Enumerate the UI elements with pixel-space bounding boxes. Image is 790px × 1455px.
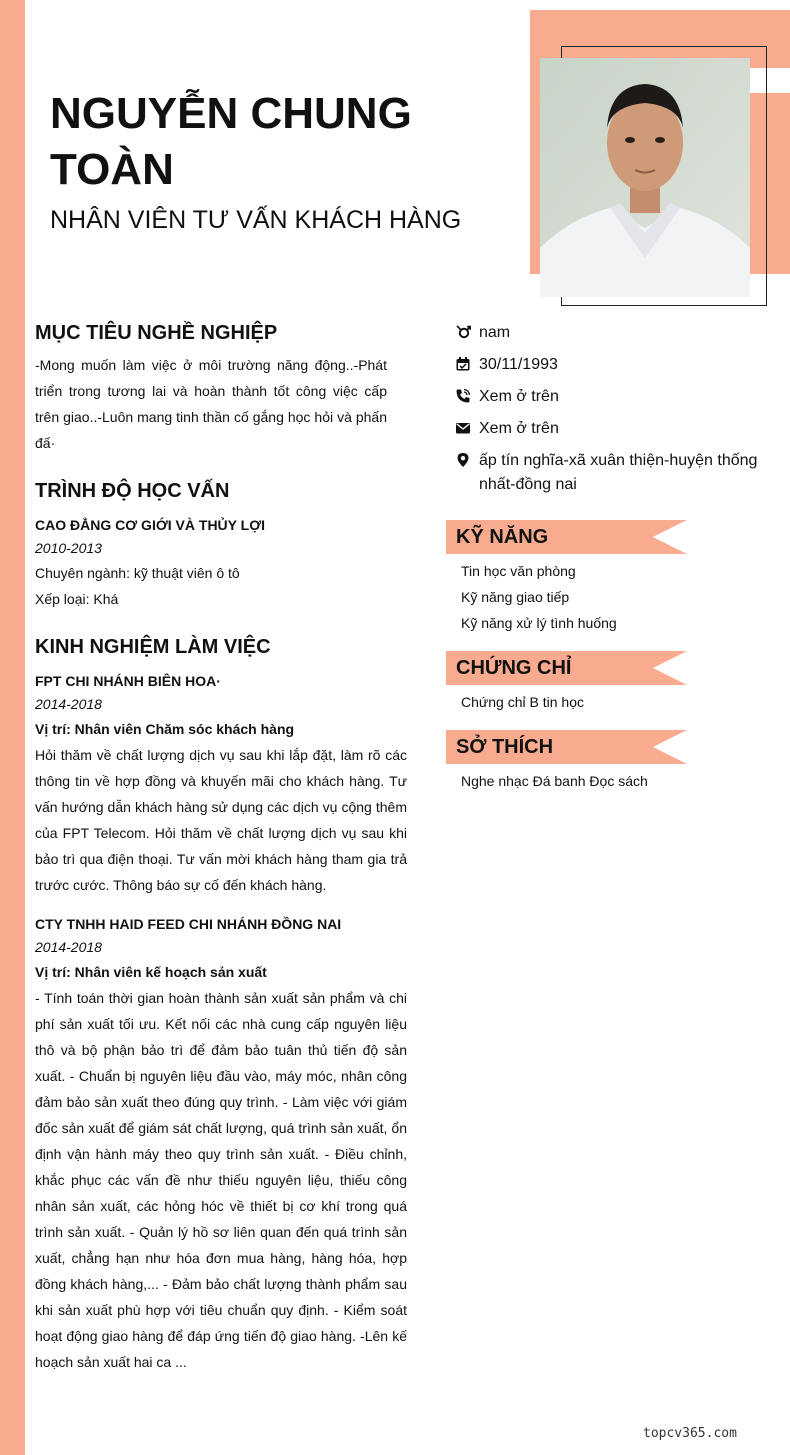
phone-value: Xem ở trên (479, 388, 559, 405)
objective-text: -Mong muốn làm việc ở môi trường năng động..-Phát triển trong tương lai và hoàn thành tốt công việc cấp trên giao..-Luôn mang tinh thần cố gắng học hỏi và phấn đấ· (35, 357, 387, 451)
skill-item: Kỹ năng xử lý tình huống (461, 615, 617, 631)
calendar-icon (455, 356, 471, 372)
education-grade: Xếp loại: Khá (35, 591, 119, 607)
education-years: 2010-2013 (35, 540, 102, 556)
candidate-name: NGUYỄN CHUNG TOÀN (50, 89, 412, 194)
certificates-ribbon (446, 651, 687, 685)
skills-ribbon (446, 520, 687, 554)
job-description: Hỏi thăm về chất lượng dịch vụ sau khi lắp đặt, làm rõ các thông tin về hợp đồng và khuyến mãi cho khách hàng. Tư vấn hướng dẫn khách hàng sử dụng các dịch vụ cộng thêm của FPT Telecom. Hỏi thăm về chất lượng dịch vụ sau khi bảo trì qua điện thoại. Tư vấn mời khách hàng tham gia trả trước cước. Thông báo sự cố đến khách hàng. (35, 747, 407, 893)
education-school: CAO ĐẲNG CƠ GIỚI VÀ THỦY LỢI (35, 517, 266, 533)
gender-value: nam (479, 324, 511, 341)
address-value: ấp tín nghĩa-xã xuân thiện-huyện thống nhất-đồng nai (479, 452, 758, 493)
job-company: FPT CHI NHÁNH BIÊN HOA· (35, 673, 221, 689)
watermark: topcv365.com (643, 1426, 737, 1441)
skills-title: KỸ NĂNG (456, 526, 549, 548)
skill-item: Tin học văn phòng (461, 563, 576, 579)
experience-title: KINH NGHIỆM LÀM VIỆC (35, 636, 271, 658)
hobbies-text: Nghe nhạc Đá banh Đọc sách (461, 773, 648, 789)
email-value: Xem ở trên (479, 420, 559, 437)
hobbies-ribbon (446, 730, 687, 764)
job-company: CTY TNHH HAID FEED CHI NHÁNH ĐỒNG NAI (35, 916, 342, 932)
skill-item: Kỹ năng giao tiếp (461, 589, 570, 605)
job-title: NHÂN VIÊN TƯ VẤN KHÁCH HÀNG (50, 206, 462, 234)
education-major: Chuyên ngành: kỹ thuật viên ô tô (35, 565, 240, 581)
education-title: TRÌNH ĐỘ HỌC VẤN (35, 480, 230, 502)
job-position: Vị trí: Nhân viên kế hoạch sản xuất (35, 964, 267, 980)
job-position: Vị trí: Nhân viên Chăm sóc khách hàng (35, 721, 295, 737)
profile-photo (540, 58, 750, 297)
left-accent-bar (0, 0, 25, 1455)
job-years: 2014-2018 (35, 696, 102, 712)
location-icon (455, 452, 471, 468)
certificates-title: CHỨNG CHỈ (456, 657, 572, 679)
job-years: 2014-2018 (35, 939, 102, 955)
hobbies-title: SỞ THÍCH (456, 736, 554, 758)
email-icon (455, 420, 471, 436)
phone-icon (455, 388, 471, 404)
job-description: - Tính toán thời gian hoàn thành sản xuất sản phẩm và chi phí sản xuất tối ưu. Kết nối các nhà cung cấp nguyên liệu thô và bộ phận bảo trì để đảm bảo tuân thủ tiến độ sản xuất. - Chuẩn bị nguyên liệu đầu vào, máy móc, nhân công đảm bảo sản xuất theo đúng quy trình. - Làm việc với giám đốc sản xuất để giám sát chất lượng, quá trình sản xuất, ổn định vận hành máy theo quy trình sản xuất. - Điều chỉnh, khắc phục các vấn đề như thiếu nguyên liệu, thiếu công nhân sản xuất, các hỏng hóc về thiết bị cơ khí trong quá trình sản xuất. - Quản lý hồ sơ liên quan đến quá trình sản xuất, chẳng hạn như hóa đơn mua hàng, hàng hóa, hợp đồng khách hàng,... - Đảm bảo chất lượng thành phẩm sau khi sản xuất phù hợp với tiêu chuẩn quy định. - Kiểm soát hoạt động giao hàng để đáp ứng tiến độ giao hàng. -Lên kế hoạch sản xuất hai ca ... (35, 990, 407, 1370)
birthday-value: 30/11/1993 (479, 356, 558, 373)
certificate-item: Chứng chỉ B tin học (461, 694, 584, 710)
gender-icon (455, 324, 471, 340)
objective-title: MỤC TIÊU NGHỀ NGHIỆP (35, 322, 278, 344)
